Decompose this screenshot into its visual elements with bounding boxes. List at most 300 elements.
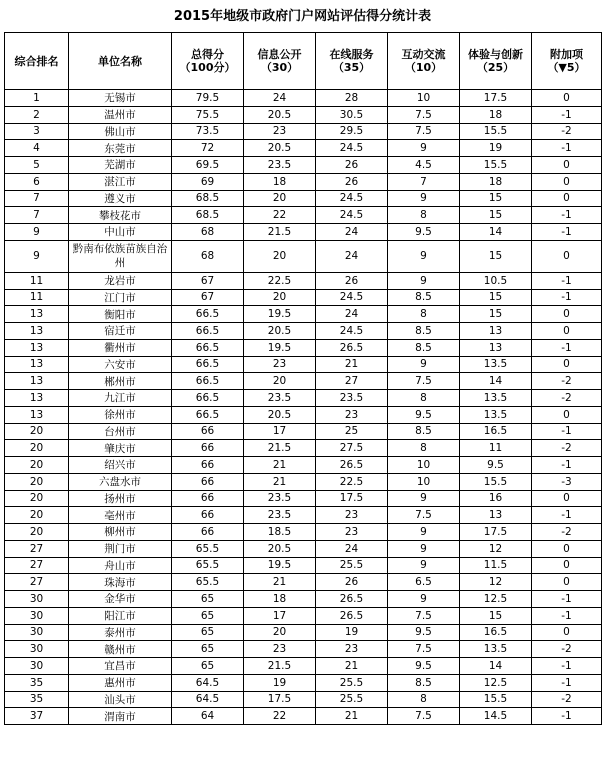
cell-interact: 10 xyxy=(388,90,460,107)
cell-experience: 14.5 xyxy=(460,708,532,725)
cell-service: 26.5 xyxy=(316,591,388,608)
cell-unit: 宜昌市 xyxy=(69,658,172,675)
cell-unit: 江门市 xyxy=(69,289,172,306)
cell-info: 22.5 xyxy=(244,272,316,289)
cell-service: 24 xyxy=(316,224,388,241)
cell-rank: 20 xyxy=(5,507,69,524)
cell-service: 24.5 xyxy=(316,323,388,340)
cell-service: 21 xyxy=(316,658,388,675)
cell-interact: 9.5 xyxy=(388,406,460,423)
cell-interact: 9 xyxy=(388,140,460,157)
cell-unit: 六盘水市 xyxy=(69,473,172,490)
cell-rank: 13 xyxy=(5,406,69,423)
cell-interact: 8.5 xyxy=(388,289,460,306)
cell-rank: 7 xyxy=(5,190,69,207)
cell-info: 20.5 xyxy=(244,540,316,557)
cell-service: 28 xyxy=(316,90,388,107)
cell-experience: 12.5 xyxy=(460,591,532,608)
cell-service: 21 xyxy=(316,708,388,725)
header-service: 在线服务 （35） xyxy=(316,33,388,90)
cell-total: 64.5 xyxy=(172,691,244,708)
cell-experience: 15 xyxy=(460,190,532,207)
cell-rank: 20 xyxy=(5,423,69,440)
cell-total: 66.5 xyxy=(172,356,244,373)
cell-total: 66.5 xyxy=(172,323,244,340)
cell-info: 17.5 xyxy=(244,691,316,708)
header-row xyxy=(5,33,602,90)
table-row xyxy=(5,289,602,306)
cell-unit: 珠海市 xyxy=(69,574,172,591)
cell-service: 29.5 xyxy=(316,123,388,140)
cell-service: 23.5 xyxy=(316,390,388,407)
cell-bonus: -1 xyxy=(532,708,602,725)
cell-total: 66.5 xyxy=(172,406,244,423)
cell-unit: 台州市 xyxy=(69,423,172,440)
cell-interact: 9 xyxy=(388,356,460,373)
header-unit: 单位名称 xyxy=(69,33,172,90)
cell-bonus: -2 xyxy=(532,390,602,407)
table-row xyxy=(5,457,602,474)
cell-unit: 肇庆市 xyxy=(69,440,172,457)
cell-interact: 9 xyxy=(388,591,460,608)
table-row xyxy=(5,390,602,407)
cell-info: 20.5 xyxy=(244,140,316,157)
cell-unit: 惠州市 xyxy=(69,674,172,691)
cell-experience: 12 xyxy=(460,540,532,557)
cell-total: 79.5 xyxy=(172,90,244,107)
cell-unit: 攀枝花市 xyxy=(69,207,172,224)
cell-experience: 19 xyxy=(460,140,532,157)
cell-bonus: -2 xyxy=(532,641,602,658)
cell-experience: 11 xyxy=(460,440,532,457)
cell-interact: 8.5 xyxy=(388,423,460,440)
cell-unit: 芜湖市 xyxy=(69,157,172,174)
cell-unit: 绍兴市 xyxy=(69,457,172,474)
cell-interact: 7.5 xyxy=(388,373,460,390)
cell-unit: 金华市 xyxy=(69,591,172,608)
table-row xyxy=(5,507,602,524)
cell-info: 23.5 xyxy=(244,507,316,524)
cell-bonus: 0 xyxy=(532,190,602,207)
cell-rank: 20 xyxy=(5,473,69,490)
cell-rank: 9 xyxy=(5,240,69,272)
cell-interact: 9 xyxy=(388,190,460,207)
cell-bonus: -1 xyxy=(532,423,602,440)
cell-experience: 13 xyxy=(460,507,532,524)
header-bonus: 附加项 （▼5） xyxy=(532,33,602,90)
cell-service: 24 xyxy=(316,306,388,323)
cell-interact: 7.5 xyxy=(388,708,460,725)
table-row xyxy=(5,574,602,591)
cell-interact: 8 xyxy=(388,390,460,407)
table-row xyxy=(5,240,602,272)
cell-interact: 9 xyxy=(388,524,460,541)
cell-rank: 30 xyxy=(5,658,69,675)
cell-bonus: 0 xyxy=(532,490,602,507)
cell-unit: 泰州市 xyxy=(69,624,172,641)
cell-unit: 郴州市 xyxy=(69,373,172,390)
table-row xyxy=(5,557,602,574)
cell-experience: 15 xyxy=(460,240,532,272)
table-row xyxy=(5,540,602,557)
cell-total: 64.5 xyxy=(172,674,244,691)
cell-total: 69.5 xyxy=(172,157,244,174)
cell-rank: 30 xyxy=(5,624,69,641)
cell-rank: 13 xyxy=(5,373,69,390)
cell-rank: 3 xyxy=(5,123,69,140)
cell-info: 17 xyxy=(244,607,316,624)
cell-rank: 13 xyxy=(5,339,69,356)
table-row xyxy=(5,423,602,440)
cell-rank: 11 xyxy=(5,289,69,306)
cell-interact: 8 xyxy=(388,691,460,708)
table-row xyxy=(5,140,602,157)
cell-unit: 佛山市 xyxy=(69,123,172,140)
table-row xyxy=(5,323,602,340)
cell-total: 72 xyxy=(172,140,244,157)
table-row xyxy=(5,708,602,725)
cell-total: 65 xyxy=(172,591,244,608)
cell-service: 24.5 xyxy=(316,190,388,207)
cell-info: 23 xyxy=(244,356,316,373)
cell-experience: 16 xyxy=(460,490,532,507)
cell-experience: 14 xyxy=(460,373,532,390)
cell-bonus: 0 xyxy=(532,574,602,591)
header-total: 总得分 （100分） xyxy=(172,33,244,90)
table-row xyxy=(5,591,602,608)
cell-total: 64 xyxy=(172,708,244,725)
cell-unit: 渭南市 xyxy=(69,708,172,725)
table-row xyxy=(5,490,602,507)
cell-info: 23 xyxy=(244,641,316,658)
cell-total: 75.5 xyxy=(172,106,244,123)
table-row xyxy=(5,173,602,190)
cell-bonus: -1 xyxy=(532,591,602,608)
header-interact: 互动交流 （10） xyxy=(388,33,460,90)
cell-info: 20.5 xyxy=(244,106,316,123)
cell-total: 66.5 xyxy=(172,373,244,390)
cell-info: 20 xyxy=(244,190,316,207)
cell-service: 25.5 xyxy=(316,674,388,691)
cell-rank: 13 xyxy=(5,390,69,407)
table-row xyxy=(5,373,602,390)
cell-info: 20.5 xyxy=(244,323,316,340)
cell-total: 66.5 xyxy=(172,339,244,356)
cell-experience: 11.5 xyxy=(460,557,532,574)
cell-service: 22.5 xyxy=(316,473,388,490)
cell-service: 23 xyxy=(316,641,388,658)
cell-rank: 9 xyxy=(5,224,69,241)
cell-total: 65 xyxy=(172,624,244,641)
cell-bonus: 0 xyxy=(532,90,602,107)
table-row xyxy=(5,406,602,423)
cell-bonus: -1 xyxy=(532,507,602,524)
cell-bonus: -1 xyxy=(532,339,602,356)
cell-unit: 温州市 xyxy=(69,106,172,123)
cell-info: 19.5 xyxy=(244,306,316,323)
cell-total: 65.5 xyxy=(172,574,244,591)
cell-experience: 15 xyxy=(460,306,532,323)
cell-info: 21 xyxy=(244,574,316,591)
cell-info: 21.5 xyxy=(244,658,316,675)
cell-experience: 15.5 xyxy=(460,157,532,174)
cell-bonus: 0 xyxy=(532,306,602,323)
cell-unit: 东莞市 xyxy=(69,140,172,157)
cell-experience: 13.5 xyxy=(460,406,532,423)
cell-info: 20 xyxy=(244,624,316,641)
cell-unit: 徐州市 xyxy=(69,406,172,423)
cell-service: 17.5 xyxy=(316,490,388,507)
score-sheet xyxy=(3,3,602,766)
cell-total: 69 xyxy=(172,173,244,190)
cell-unit: 九江市 xyxy=(69,390,172,407)
cell-rank: 13 xyxy=(5,356,69,373)
cell-unit: 宿迁市 xyxy=(69,323,172,340)
cell-total: 65 xyxy=(172,658,244,675)
header-experience: 体验与创新 （25） xyxy=(460,33,532,90)
table-row xyxy=(5,306,602,323)
cell-experience: 17.5 xyxy=(460,90,532,107)
cell-interact: 9 xyxy=(388,490,460,507)
table-row xyxy=(5,224,602,241)
cell-experience: 13.5 xyxy=(460,390,532,407)
cell-interact: 7.5 xyxy=(388,123,460,140)
cell-interact: 8 xyxy=(388,207,460,224)
cell-experience: 13.5 xyxy=(460,356,532,373)
table-row xyxy=(5,356,602,373)
cell-info: 17 xyxy=(244,423,316,440)
cell-service: 26 xyxy=(316,173,388,190)
cell-rank: 4 xyxy=(5,140,69,157)
cell-rank: 30 xyxy=(5,607,69,624)
table-row xyxy=(5,658,602,675)
table-row xyxy=(5,641,602,658)
cell-unit: 衢州市 xyxy=(69,339,172,356)
cell-bonus: -1 xyxy=(532,272,602,289)
cell-rank: 20 xyxy=(5,490,69,507)
cell-total: 66 xyxy=(172,440,244,457)
cell-rank: 30 xyxy=(5,641,69,658)
table-row xyxy=(5,674,602,691)
table-row xyxy=(5,691,602,708)
cell-rank: 27 xyxy=(5,540,69,557)
cell-info: 20 xyxy=(244,373,316,390)
cell-bonus: -1 xyxy=(532,207,602,224)
cell-info: 23 xyxy=(244,123,316,140)
cell-bonus: -2 xyxy=(532,440,602,457)
cell-service: 26 xyxy=(316,272,388,289)
cell-experience: 15.5 xyxy=(460,691,532,708)
cell-total: 68 xyxy=(172,224,244,241)
cell-total: 68 xyxy=(172,240,244,272)
table-row xyxy=(5,272,602,289)
cell-bonus: 0 xyxy=(532,323,602,340)
table-title: 2015年地级市政府门户网站评估得分统计表 xyxy=(173,9,432,24)
cell-rank: 35 xyxy=(5,691,69,708)
table-body xyxy=(5,90,602,725)
cell-interact: 7.5 xyxy=(388,641,460,658)
cell-interact: 7.5 xyxy=(388,507,460,524)
cell-unit: 龙岩市 xyxy=(69,272,172,289)
cell-bonus: 0 xyxy=(532,557,602,574)
cell-rank: 6 xyxy=(5,173,69,190)
cell-rank: 2 xyxy=(5,106,69,123)
cell-unit: 黔南布依族苗族自治州 xyxy=(69,240,172,272)
cell-experience: 14 xyxy=(460,224,532,241)
cell-total: 66 xyxy=(172,524,244,541)
cell-experience: 15.5 xyxy=(460,473,532,490)
cell-service: 24 xyxy=(316,540,388,557)
cell-total: 66 xyxy=(172,423,244,440)
cell-total: 66 xyxy=(172,507,244,524)
table-row xyxy=(5,524,602,541)
cell-interact: 7.5 xyxy=(388,106,460,123)
cell-info: 22 xyxy=(244,708,316,725)
cell-service: 27 xyxy=(316,373,388,390)
cell-service: 24 xyxy=(316,240,388,272)
cell-info: 19 xyxy=(244,674,316,691)
cell-service: 23 xyxy=(316,406,388,423)
cell-total: 66 xyxy=(172,457,244,474)
cell-interact: 10 xyxy=(388,473,460,490)
cell-service: 23 xyxy=(316,524,388,541)
cell-experience: 13.5 xyxy=(460,641,532,658)
cell-bonus: -1 xyxy=(532,289,602,306)
cell-service: 26 xyxy=(316,157,388,174)
table-row xyxy=(5,106,602,123)
cell-experience: 13 xyxy=(460,323,532,340)
cell-info: 23.5 xyxy=(244,390,316,407)
cell-experience: 13 xyxy=(460,339,532,356)
cell-total: 65.5 xyxy=(172,557,244,574)
cell-bonus: -3 xyxy=(532,473,602,490)
cell-interact: 10 xyxy=(388,457,460,474)
cell-bonus: -1 xyxy=(532,457,602,474)
cell-rank: 13 xyxy=(5,306,69,323)
cell-experience: 10.5 xyxy=(460,272,532,289)
cell-bonus: 0 xyxy=(532,356,602,373)
cell-rank: 20 xyxy=(5,457,69,474)
cell-experience: 9.5 xyxy=(460,457,532,474)
cell-bonus: -2 xyxy=(532,123,602,140)
cell-rank: 27 xyxy=(5,574,69,591)
cell-rank: 27 xyxy=(5,557,69,574)
cell-service: 30.5 xyxy=(316,106,388,123)
cell-unit: 六安市 xyxy=(69,356,172,373)
cell-rank: 11 xyxy=(5,272,69,289)
table-row xyxy=(5,624,602,641)
cell-total: 67 xyxy=(172,289,244,306)
cell-service: 24.5 xyxy=(316,289,388,306)
cell-experience: 14 xyxy=(460,658,532,675)
header-info: 信息公开 （30） xyxy=(244,33,316,90)
cell-total: 66.5 xyxy=(172,306,244,323)
cell-info: 20.5 xyxy=(244,406,316,423)
cell-total: 73.5 xyxy=(172,123,244,140)
cell-info: 21 xyxy=(244,473,316,490)
cell-interact: 6.5 xyxy=(388,574,460,591)
cell-rank: 7 xyxy=(5,207,69,224)
cell-rank: 35 xyxy=(5,674,69,691)
cell-service: 23 xyxy=(316,507,388,524)
cell-service: 26.5 xyxy=(316,339,388,356)
cell-info: 18 xyxy=(244,173,316,190)
table-row xyxy=(5,473,602,490)
cell-total: 66 xyxy=(172,490,244,507)
cell-bonus: -1 xyxy=(532,658,602,675)
cell-total: 68.5 xyxy=(172,190,244,207)
table-row xyxy=(5,90,602,107)
cell-unit: 柳州市 xyxy=(69,524,172,541)
cell-total: 65.5 xyxy=(172,540,244,557)
cell-service: 26 xyxy=(316,574,388,591)
cell-service: 27.5 xyxy=(316,440,388,457)
cell-rank: 5 xyxy=(5,157,69,174)
cell-interact: 7 xyxy=(388,173,460,190)
cell-unit: 汕头市 xyxy=(69,691,172,708)
cell-interact: 9.5 xyxy=(388,624,460,641)
cell-service: 26.5 xyxy=(316,607,388,624)
cell-service: 26.5 xyxy=(316,457,388,474)
table-row xyxy=(5,339,602,356)
cell-bonus: -1 xyxy=(532,674,602,691)
cell-experience: 15.5 xyxy=(460,123,532,140)
table-row xyxy=(5,190,602,207)
table-row xyxy=(5,607,602,624)
cell-interact: 4.5 xyxy=(388,157,460,174)
cell-info: 18 xyxy=(244,591,316,608)
cell-bonus: -1 xyxy=(532,224,602,241)
cell-total: 67 xyxy=(172,272,244,289)
cell-interact: 8.5 xyxy=(388,339,460,356)
cell-interact: 9 xyxy=(388,272,460,289)
score-table xyxy=(4,32,602,725)
cell-experience: 15 xyxy=(460,289,532,306)
cell-info: 21.5 xyxy=(244,224,316,241)
cell-bonus: -2 xyxy=(532,524,602,541)
cell-total: 65 xyxy=(172,607,244,624)
cell-interact: 9.5 xyxy=(388,658,460,675)
cell-unit: 中山市 xyxy=(69,224,172,241)
cell-bonus: 0 xyxy=(532,624,602,641)
cell-interact: 8.5 xyxy=(388,674,460,691)
cell-service: 25.5 xyxy=(316,557,388,574)
cell-interact: 8.5 xyxy=(388,323,460,340)
cell-info: 21.5 xyxy=(244,440,316,457)
cell-unit: 荆门市 xyxy=(69,540,172,557)
cell-service: 21 xyxy=(316,356,388,373)
cell-info: 19.5 xyxy=(244,339,316,356)
cell-unit: 阳江市 xyxy=(69,607,172,624)
cell-experience: 18 xyxy=(460,106,532,123)
cell-experience: 15 xyxy=(460,607,532,624)
cell-interact: 7.5 xyxy=(388,607,460,624)
cell-rank: 20 xyxy=(5,440,69,457)
cell-interact: 9 xyxy=(388,240,460,272)
cell-interact: 9 xyxy=(388,540,460,557)
cell-total: 68.5 xyxy=(172,207,244,224)
cell-bonus: -1 xyxy=(532,140,602,157)
cell-experience: 12.5 xyxy=(460,674,532,691)
cell-experience: 16.5 xyxy=(460,423,532,440)
cell-interact: 8 xyxy=(388,440,460,457)
cell-info: 21 xyxy=(244,457,316,474)
table-row xyxy=(5,207,602,224)
cell-unit: 遵义市 xyxy=(69,190,172,207)
cell-info: 23.5 xyxy=(244,490,316,507)
cell-interact: 9 xyxy=(388,557,460,574)
cell-total: 66.5 xyxy=(172,390,244,407)
